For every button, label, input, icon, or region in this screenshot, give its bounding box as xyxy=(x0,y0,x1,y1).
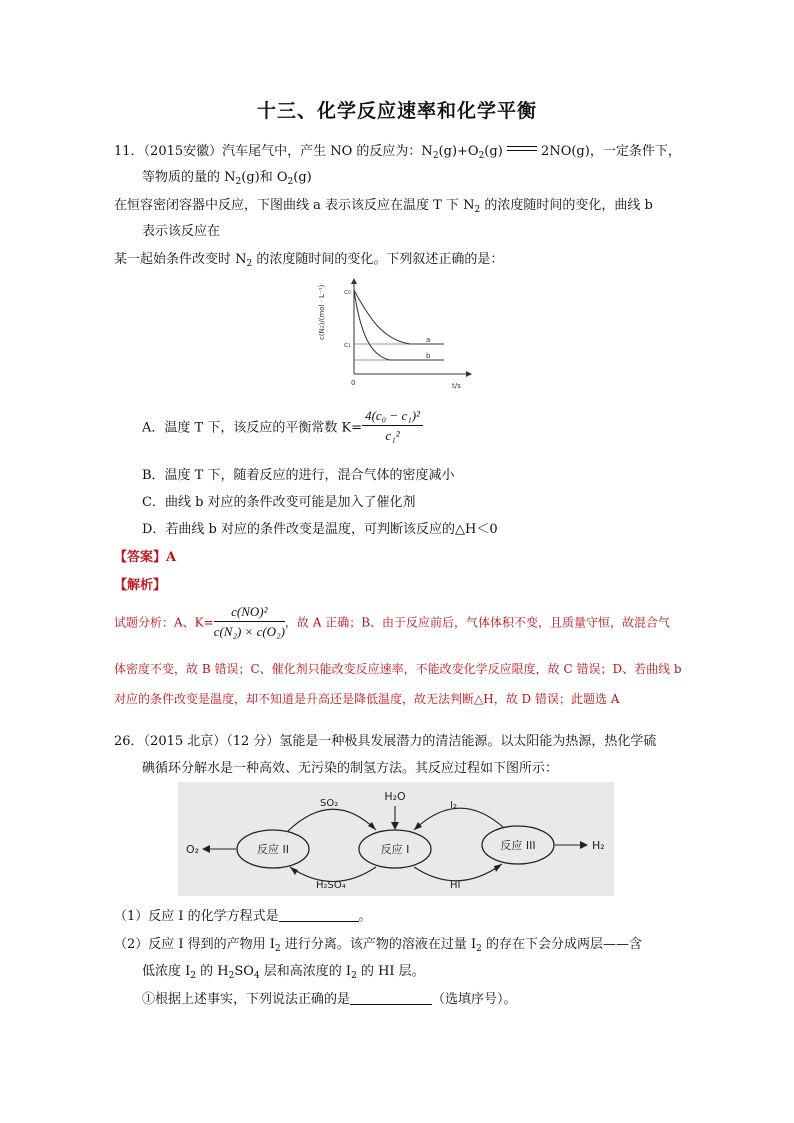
option-c: C．曲线 b 对应的条件改变可能是加入了催化剂 xyxy=(142,495,416,510)
option-a-fraction: $\frac{\text{4(c₀ − c₁)²}}{\text{c₁²}}$ xyxy=(362,408,423,444)
graph-curve-a xyxy=(354,290,444,344)
option-d: D．若曲线 b 对应的条件改变是温度，可判断该反应的△H＜0 xyxy=(142,522,498,537)
graph-c0-label: c₀ xyxy=(344,288,351,296)
so2-label: SO₂ xyxy=(320,798,339,809)
q11-line3: 在恒容密闭容器中反应，下图曲线 a 表示该反应在温度 T 下 $N_2$ 的浓度随时间的变化，曲线 b xyxy=(114,198,653,215)
graph-c1-label: c₁ xyxy=(344,341,351,349)
analysis-line2: 体密度不变，故 B 错误；C、催化剂只能改变反应速率，不能改变化学反应限度，故 C 错误；D、若曲线 b xyxy=(114,662,682,676)
q11-line4: 表示该反应在 xyxy=(142,224,221,239)
q26-line1: 26．（2015 北京）（12 分）氢能是一种极具发展潜力的清洁能源。以太阳能为热源，热化学硫 xyxy=(114,734,657,749)
reaction-1-label: 反应 I xyxy=(380,843,410,856)
part1-answer-blank[interactable] xyxy=(279,921,359,922)
graph-x-arrow xyxy=(466,371,472,377)
part2-answer-blank[interactable] xyxy=(350,1004,432,1005)
h2-label: H₂ xyxy=(592,839,605,852)
graph-x-label: t/s xyxy=(452,382,461,390)
concentration-time-graph xyxy=(318,272,478,392)
hi-label: HI xyxy=(450,880,461,891)
reaction-cycle-diagram xyxy=(178,782,614,896)
h2o-label: H₂O xyxy=(384,790,406,803)
option-a: A．温度 T 下，该反应的平衡常数 K= $\frac{\text{4(c₀ − c₁)²}}{\text{c₁²}}$ xyxy=(142,408,423,444)
analysis-line1: 试题分析：A、K= $\frac{\text{c(NO)²}}{\text{c(N₂) × c(O₂)}}$ ，故 A 正确；B、由于反应前后，气体体积不变，且质量守恒，故混合气 xyxy=(114,604,671,639)
q26-line2: 碘循环分解水是一种高效、无污染的制氢方法。其反应过程如下图所示： xyxy=(142,761,559,776)
i2-label: I₂ xyxy=(450,800,457,811)
q11-line5: 某一起始条件改变时 $N_2$ 的浓度随时间的变化。下列叙述正确的是： xyxy=(114,252,504,269)
graph-y-label: c(N₂)/(mol · L⁻¹) xyxy=(318,284,326,340)
q26-part2-line2: 低浓度 $I_2$ 的 $H_2SO_4$ 层和高浓度的 $I_2$ 的 HI 层。 xyxy=(142,964,425,981)
q11-line2: 等物质的量的 $N_2(g)$和 $O_2(g)$ xyxy=(142,170,312,187)
page-title: 十三、化学反应速率和化学平衡 xyxy=(256,100,537,122)
reaction-3-label: 反应 III xyxy=(500,839,536,852)
option-b: B．温度 T 下，随着反应的进行，混合气体的密度减小 xyxy=(142,468,455,483)
h2so4-label: H₂SO₄ xyxy=(316,880,346,891)
equilibrium-arrow xyxy=(507,144,537,154)
analysis-line3: 对应的条件改变是温度，却不知道是升高还是降低温度，故无法判断△H，故 D 错误；此题选 A xyxy=(114,692,620,706)
q26-part2-question: ①根据上述事实，下列说法正确的是 （选填序号）。 xyxy=(142,992,517,1007)
graph-y-arrow xyxy=(351,278,357,284)
answer-label: 【答案】A xyxy=(114,550,177,565)
q26-part2-line1: （2）反应 I 得到的产物用 $I_2$ 进行分离。该产物的溶液在过量 $I_2$ 的存在下会分成两层——含 xyxy=(114,937,642,954)
o2-label: O₂ xyxy=(186,843,200,856)
graph-curve-b xyxy=(354,290,444,360)
analysis-fraction: $\frac{\text{c(NO)²}}{\text{c(N₂) × c(O₂)}}$ xyxy=(213,604,285,639)
graph-curve-a-label: a xyxy=(426,336,431,344)
q11-line1: 11．（2015安徽）汽车尾气中，产生 NO 的反应为：$N_2(g)+O_2(g)$ 2NO(g)，一定条件下， xyxy=(114,144,681,161)
graph-curve-b-label: b xyxy=(426,352,431,360)
reaction-2-label: 反应 II xyxy=(257,843,289,856)
graph-origin-label: 0 xyxy=(351,379,356,387)
q26-part1: （1）反应 I 的化学方程式是 。 xyxy=(114,909,372,924)
analysis-label: 【解析】 xyxy=(114,578,167,593)
